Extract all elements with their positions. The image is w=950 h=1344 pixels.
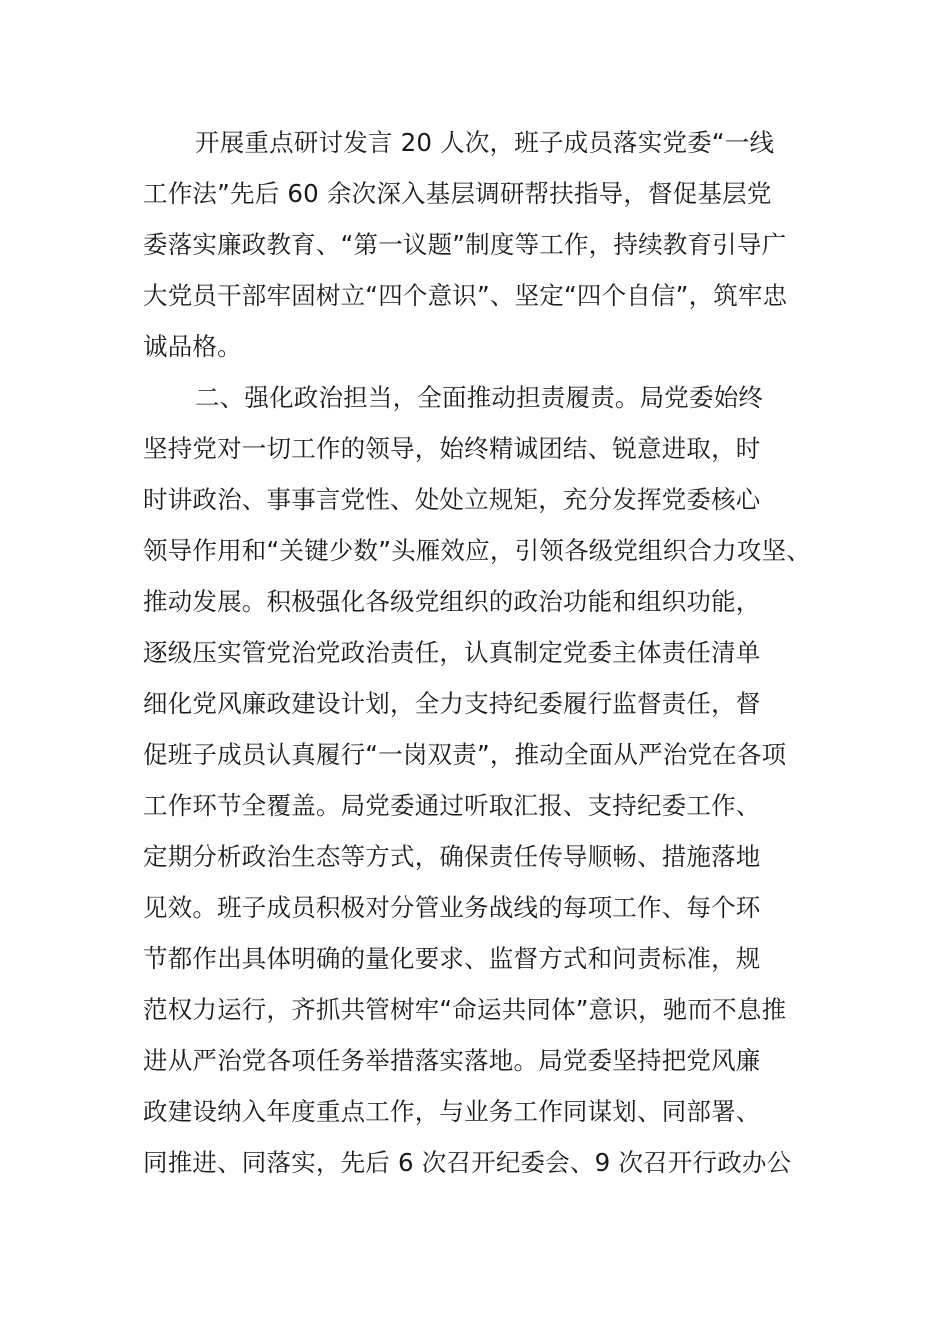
document-body (143, 117, 843, 1188)
text-line: 工作法”先后 60 余次深入基层调研帮扶指导，督促基层党 (143, 179, 772, 208)
text-line: 开展重点研讨发言 20 人次，班子成员落实党委“一线 (195, 128, 775, 157)
text-line: 坚持党对一切工作的领导，始终精诚团结、锐意进取，时 (143, 434, 761, 463)
text-line: 同推进、同落实，先后 6 次召开纪委会、9 次召开行政办公 (143, 1148, 792, 1177)
text-line: 见效。班子成员积极对分管业务战线的每项工作、每个环 (143, 893, 761, 922)
section-heading-line: 二、强化政治担当，全面推动担责履责。局党委始终 (195, 383, 764, 412)
text-line: 推动发展。积极强化各级党组织的政治功能和组织功能， (143, 587, 761, 616)
text-line: 诚品格。 (143, 332, 242, 361)
text-line: 细化党风廉政建设计划，全力支持纪委履行监督责任，督 (143, 689, 761, 718)
text-line: 定期分析政治生态等方式，确保责任传导顺畅、措施落地 (143, 842, 761, 871)
text-line: 政建设纳入年度重点工作，与业务工作同谋划、同部署、 (143, 1097, 761, 1126)
text-line: 委落实廉政教育、“第一议题”制度等工作，持续教育引导广 (143, 230, 787, 259)
text-line: 进从严治党各项任务举措落实落地。局党委坚持把党风廉 (143, 1046, 761, 1075)
text-line: 领导作用和“关键少数”头雁效应，引领各级党组织合力攻坚、 (143, 536, 811, 565)
text-line: 促班子成员认真履行“一岗双责”，推动全面从严治党在各项 (143, 740, 787, 769)
text-line: 范权力运行，齐抓共管树牢“命运共同体”意识，驰而不息推 (143, 995, 787, 1024)
text-line: 逐级压实管党治党政治责任，认真制定党委主体责任清单 (143, 638, 761, 667)
text-line: 大党员干部牢固树立“四个意识”、坚定“四个自信”，筑牢忠 (143, 281, 788, 310)
text-line: 工作环节全覆盖。局党委通过听取汇报、支持纪委工作、 (143, 791, 761, 820)
text-line: 节都作出具体明确的量化要求、监督方式和问责标准，规 (143, 944, 761, 973)
text-line: 时讲政治、事事言党性、处处立规矩，充分发挥党委核心 (143, 485, 761, 514)
